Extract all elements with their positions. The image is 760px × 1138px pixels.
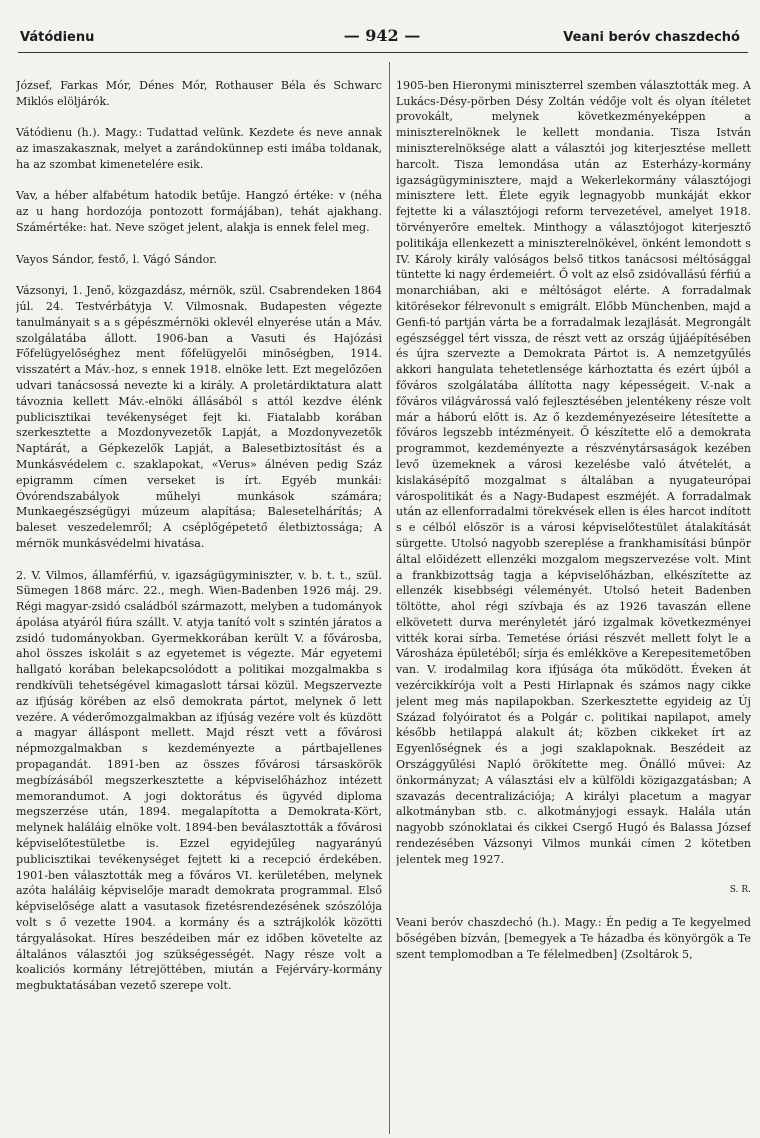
- entry-vazsonyi-vilmos: 2. V. Vilmos, államférfiú, v. igazságügyminiszter, v. b. t. t., szül. Sümegen 1868 márc. 22., megh. Wien-Badenben 1926 máj. 29. Régi magyar-zsidó családból származott, melyben a tudományok ápolása atyáról fiúra szállt. V. atyja tanító volt s szintén járatos a zsidó tudományokban. Gyermekkorában került V. a fővárosba, ahol összes iskoláit s az egyetemet is végezte. Már egyetemi hallgató korában belekapcsolódott a politikai mozgalmakba s rendkívüli tehetségével kimagaslott társai közül. Megszervezte az ifjúság körében az első demokrata pártot, melynek ő lett vezére. A véderőmozgalmakban az ifjúság vezére volt és küzdött a magyar álláspont mellett. Majd részt vett a fővárosi népmozgalmakban s kezdeményezte a pártbajellenes propagandát. 1891-ben az összes fővárosi társaskörök megbízásából megszerkesztette a képviselőházhoz intézett memorandumot. A jogi doktorátus és ügyvéd diploma megszerzése után, 1894. megalapította a Demokrata-Kört, melynek haláláig elnöke volt. 1894-ben beválasztották a fővárosi képviselőtestületbe is. Ezzel egyidejűleg nagyarányú publicisztikai tevékenységet fejtett ki a recepció érdekében. 1901-ben választották meg a főváros VI. kerületében, melynek azóta haláláig képviselője maradt demokrata programmal. Első képviselősége alatt a vasutasok fizetésrendezésének szószólója volt s ő vezette 1904. a kormány és a sztrájkolók közötti tárgyalásokat. Híres beszédeiben már ez időben követelte az általános választói jog szükségességét. Nagy része volt a koaliciós kormány létrejöttében, miután a Fejérváry-kormány megbuktatásában vezető szerepe volt.: [16, 568, 382, 993]
- entry-vayos: Vayos Sándor, festő, l. Vágó Sándor.: [16, 252, 217, 266]
- entry-text: József, Farkas Mór, Dénes Mór, Rothauser Béla és Schwarc Miklós elöljárók.: [16, 78, 382, 108]
- right-column: [396, 62, 751, 1138]
- entry-veani-berov: Veani beróv chaszdechó (h.). Magy.: Én pedig a Te kegyelmed bőségében bízván, [bemegyek a Te házadba és könyörgök a Te szent templomodban a Te félelmedben] (Zsoltárok 5,: [396, 916, 751, 961]
- running-header: [16, 26, 748, 48]
- entry-vazsonyi-jeno: Vázsonyi, 1. Jenő, közgazdász, mérnök, szül. Csabrendeken 1864 júl. 24. Testvérbátyja V. Vilmosnak. Budapesten végezte tanulmányait s a s gépészmérnöki oklevél elnyerése után a Máv. szolgálatába állott. 1906-ban a Vasuti és Hajózási Főfelügyelőséghez ment főfelügyelői minőségben, 1914. visszatért a Máv.-hoz, s ennek 1918. elnöke lett. Ezt megelőzően udvari tanácsossá nevezte ki a király. A proletárdiktatura alatt távoznia kellett Máv.-elnöki állásából s attól kezdve élénk publicisztikai tevékenységet fejt ki. Fiatalabb korában szerkesztette a Mozdonyvezetők Lapját, a Mozdonyvezetők Naptárát, a Gépkezelők Lapját, a Balesetbiztosítást és a Munkásvédelem c. szaklapokat, «Verus» álnéven pedig Száz epigramm címen verseket is írt. Egyéb munkái: Óvórendszabályok műhelyi munkások számára; Munkaegészségügyi múzeum alapítása; Balesetelhárítás; A baleset veszedelemről; A cséplőgépetető életbiztossága; A mérnök munkásvédelmi hivatása.: [16, 284, 382, 550]
- entry-vazsonyi-vilmos-cont: 1905-ben Hieronymi miniszterrel szemben választották meg. A Lukács-Désy-pörben Désy Zoltán védője volt és olyan ítéletet provokált, melynek következményeképpen a miniszterelnöknek le kellett mondania. Tisza István miniszterelnöksége alatt a választói jog kiterjesztése mellett harcolt. Tisza lemondása után az Esterházy-kormány igazságügyminisztere, majd a Wekerlekormány választójogi minisztere lett. Élete egyik legnagyobb munkáját ekkor fejtette ki a választójogi reform tervezetével, amelyet 1918. törvényerőre emeltek. Minthogy a választójogot kiterjesztő politikája ellenkezett a miniszterelnökével, önként lemondott s IV. Károly király valóságos belső titkos tanácsosi méltósággal tüntette ki nagy érdemeiért. Ő volt az első zsidóvallású férfiú a monarchiában, aki e méltóságot elérte. A forradalmak kitörésekor félrevonult s emigrált. Előbb Münchenben, majd a Genfi-tó partján várta be a forradalmak lezajlását. Megrongált egészséggel tért vissza, de részt vett az ország újjáépítésében és újra szervezte a Demokrata Pártot is. A nemzetgyűlés akkori hangulata tehetetlensége kárhoztatta és ezért újból a főváros szolgálatába állította nagy képességeit. V.-nak a főváros világvárossá való fejlesztésében jelentékeny része volt már a háború előtt is. Az ő kezdeményezéseire létesítette a főváros legszebb intézményeit. Ő készítette elő a demokrata programmot, kezdeményezte a részvénytársaságok kezében levő üzemeknek a városi kezelésbe való átvételét, a kislakásépítő mozgalmat s általában a nyugateurópai várospolitikát és a Nagy-Budapest eszméjét. A forradalmak után az ellenforradalmi törekvések ellen is éles harcot indított s e célból először is a városi képviselőtestület átalakítását sürgette. Utolsó nagyobb szereplése a frankhamisítási bűnpör által előidézett ellenzéki mozgalom megszervezése volt. Mint a frankbizottság tagja a képviselőházban, elkészítette az ellenzék kisebbségi véleményét. Utolsó heteit Badenben töltötte, ahol régi szívbaja és az 1926 tavaszán ellene elkövetett durva merényletét járó izgalmak következményei vitték korai sírba. Temetése óriási részvét mellett folyt le a Városháza épületéből; sírja és emlékköve a Kerepesitemetőben van. V. irodalmilag kora ifjúsága óta működött. Éveken át vezércikkírója volt a Pesti Hirlapnak és számos nagy cikke jelent meg más napilapokban. Szerkesztette egyideig az Új Század folyóiratot és a Polgár c. politikai napilapot, amely később hetilappá alakult át; közben cikkeket írt az Egyenlőségnek és a jogi szaklapoknak. Beszédeit az Országgyűlési Napló örökítette meg. Önálló művei: Az önkormányzat; A választási elv a külföldi közigazgatásban; A szavazás decentralizációja; A királyi placetum a magyar alkotmányban stb. c. alkotmányjogi essayk. Halála után nagyobb szónoklatai és cikkei Csergő Hugó és Balassa József rendezésében Vázsonyi Vilmos munkái címen 2 kötetben jelentek meg 1927.: [396, 78, 751, 866]
- author-signature: S. R.: [729, 885, 751, 896]
- left-column: [16, 62, 382, 1138]
- entry-vatodienu: Vátódienu (h.). Magy.: Tudattad velünk. Kezdete és neve annak az imaszakasznak, melyet a zarándokünnep esti imába toldanak, ha az szombat kimenetelére esik.: [16, 126, 382, 171]
- page-number: — 942 —: [343, 26, 421, 45]
- header-rule: [18, 52, 748, 53]
- header-left-entry: Vátódienu: [20, 30, 95, 45]
- header-right-entry: Veani beróv chaszdechó: [563, 30, 740, 45]
- column-divider: [389, 62, 390, 1134]
- entry-vav: Vav, a héber alfabétum hatodik betűje. Hangzó értéke: v (néha az u hang hordozója pontozott formájában), tehát ajakhang. Számértéke: hat. Neve szöget jelent, alakja is ennek felel meg.: [16, 189, 382, 234]
